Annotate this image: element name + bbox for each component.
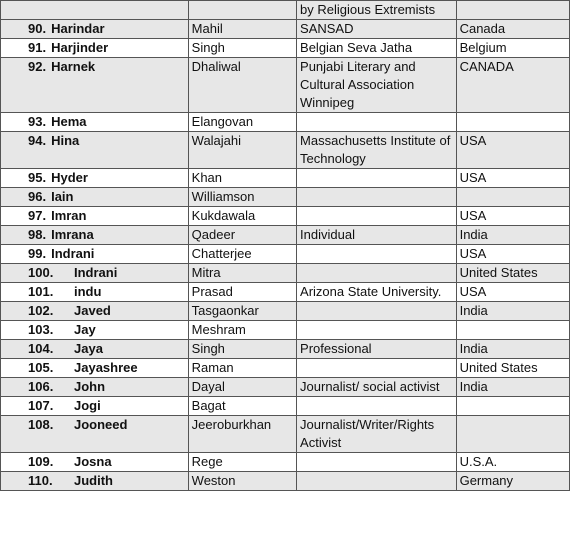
- cell-last-name: Bagat: [188, 397, 296, 416]
- table-row: [1, 113, 570, 132]
- cell-country: USA: [456, 169, 569, 188]
- cell-number-name: [1, 264, 189, 283]
- row-number: 98.: [28, 227, 47, 242]
- cell-last-name: Singh: [188, 340, 296, 359]
- cell-last-name: [188, 1, 296, 20]
- row-number: 103.: [28, 322, 54, 337]
- cell-number-name: [1, 207, 189, 226]
- cell-affiliation: Journalist/Writer/Rights Activist: [297, 416, 457, 453]
- cell-last-name: Singh: [188, 39, 296, 58]
- cell-last-name: Rege: [188, 453, 296, 472]
- cell-last-name: Dayal: [188, 378, 296, 397]
- first-name: Josna: [74, 454, 112, 469]
- table-row: [1, 169, 570, 188]
- table-row: [1, 302, 570, 321]
- row-number: 96.: [28, 189, 47, 204]
- cell-affiliation: SANSAD: [297, 20, 457, 39]
- cell-last-name: Mitra: [188, 264, 296, 283]
- first-name: Indrani: [74, 265, 118, 280]
- cell-number-name: [1, 132, 189, 169]
- cell-number-name: [1, 472, 189, 491]
- row-number: 91.: [28, 40, 47, 55]
- table-row: [1, 226, 570, 245]
- cell-number-name: [1, 302, 189, 321]
- cell-country: Belgium: [456, 39, 569, 58]
- cell-last-name: Qadeer: [188, 226, 296, 245]
- cell-country: India: [456, 340, 569, 359]
- cell-country: USA: [456, 207, 569, 226]
- cell-affiliation: [297, 113, 457, 132]
- table-row: [1, 1, 570, 20]
- cell-country: [456, 1, 569, 20]
- first-name: John: [74, 379, 106, 394]
- cell-country: USA: [456, 245, 569, 264]
- cell-country: [456, 397, 569, 416]
- first-name: Iain: [51, 189, 74, 204]
- row-number: 92.: [28, 59, 47, 74]
- cell-country: United States: [456, 359, 569, 378]
- table-row: [1, 453, 570, 472]
- cell-last-name: Prasad: [188, 283, 296, 302]
- row-number: 97.: [28, 208, 47, 223]
- table-row: [1, 416, 570, 453]
- table-body: [1, 1, 570, 491]
- row-number: 105.: [28, 360, 54, 375]
- cell-last-name: Meshram: [188, 321, 296, 340]
- cell-number-name: [1, 283, 189, 302]
- first-name: Judith: [74, 473, 113, 488]
- first-name: Hema: [51, 114, 87, 129]
- cell-country: Canada: [456, 20, 569, 39]
- cell-number-name: [1, 58, 189, 113]
- table-row: [1, 188, 570, 207]
- cell-country: [456, 113, 569, 132]
- table-row: [1, 397, 570, 416]
- cell-number-name: [1, 226, 189, 245]
- row-number: 94.: [28, 133, 47, 148]
- cell-number-name: [1, 453, 189, 472]
- cell-number-name: [1, 397, 189, 416]
- cell-country: [456, 416, 569, 453]
- first-name: Hina: [51, 133, 80, 148]
- first-name: indu: [74, 284, 102, 299]
- first-name: Imran: [51, 208, 87, 223]
- cell-number-name: [1, 39, 189, 58]
- cell-country: USA: [456, 283, 569, 302]
- table-row: [1, 321, 570, 340]
- first-name: Javed: [74, 303, 111, 318]
- cell-country: [456, 321, 569, 340]
- table-row: [1, 340, 570, 359]
- cell-country: India: [456, 226, 569, 245]
- cell-country: Germany: [456, 472, 569, 491]
- row-number: 99.: [28, 246, 47, 261]
- cell-affiliation: Individual: [297, 226, 457, 245]
- cell-last-name: Weston: [188, 472, 296, 491]
- row-number: 90.: [28, 21, 47, 36]
- cell-affiliation: [297, 359, 457, 378]
- cell-affiliation: [297, 472, 457, 491]
- cell-affiliation: [297, 188, 457, 207]
- cell-number-name: [1, 245, 189, 264]
- cell-country: [456, 188, 569, 207]
- first-name: Jogi: [74, 398, 101, 413]
- cell-last-name: Jeeroburkhan: [188, 416, 296, 453]
- cell-country: CANADA: [456, 58, 569, 113]
- cell-last-name: Walajahi: [188, 132, 296, 169]
- cell-number-name: [1, 1, 189, 20]
- cell-last-name: Tasgaonkar: [188, 302, 296, 321]
- cell-affiliation: [297, 321, 457, 340]
- cell-number-name: [1, 378, 189, 397]
- cell-affiliation: [297, 169, 457, 188]
- first-name: Jaya: [74, 341, 103, 356]
- cell-affiliation: by Religious Extremists: [297, 1, 457, 20]
- first-name: Harjinder: [51, 40, 109, 55]
- cell-last-name: Elangovan: [188, 113, 296, 132]
- cell-number-name: [1, 188, 189, 207]
- cell-country: India: [456, 378, 569, 397]
- table-row: [1, 245, 570, 264]
- cell-country: India: [456, 302, 569, 321]
- cell-affiliation: [297, 397, 457, 416]
- table-row: [1, 359, 570, 378]
- cell-number-name: [1, 113, 189, 132]
- row-number: 109.: [28, 454, 54, 469]
- cell-affiliation: [297, 302, 457, 321]
- cell-affiliation: Arizona State University.: [297, 283, 457, 302]
- table-row: [1, 472, 570, 491]
- cell-affiliation: Massachusetts Institute of Technology: [297, 132, 457, 169]
- table-row: [1, 264, 570, 283]
- table-row: [1, 58, 570, 113]
- cell-last-name: Khan: [188, 169, 296, 188]
- first-name: Indrani: [51, 246, 95, 261]
- table-row: [1, 132, 570, 169]
- row-number: 107.: [28, 398, 54, 413]
- cell-affiliation: [297, 245, 457, 264]
- row-number: 95.: [28, 170, 47, 185]
- row-number: 104.: [28, 341, 54, 356]
- cell-number-name: [1, 340, 189, 359]
- cell-last-name: Williamson: [188, 188, 296, 207]
- row-number: 110.: [28, 473, 53, 488]
- cell-affiliation: Punjabi Literary and Cultural Association Winnipeg: [297, 58, 457, 113]
- first-name: Jooneed: [74, 417, 128, 432]
- cell-number-name: [1, 416, 189, 453]
- row-number: 93.: [28, 114, 47, 129]
- cell-affiliation: [297, 264, 457, 283]
- first-name: Jayashree: [74, 360, 138, 375]
- cell-last-name: Mahil: [188, 20, 296, 39]
- table-row: [1, 207, 570, 226]
- cell-affiliation: [297, 207, 457, 226]
- first-name: Harnek: [51, 59, 96, 74]
- first-name: Imrana: [51, 227, 94, 242]
- cell-affiliation: Journalist/ social activist: [297, 378, 457, 397]
- cell-country: United States: [456, 264, 569, 283]
- cell-affiliation: [297, 453, 457, 472]
- cell-number-name: [1, 20, 189, 39]
- cell-last-name: Dhaliwal: [188, 58, 296, 113]
- row-number: 108.: [28, 417, 54, 432]
- table-row: [1, 39, 570, 58]
- first-name: Jay: [74, 322, 96, 337]
- cell-country: U.S.A.: [456, 453, 569, 472]
- cell-number-name: [1, 359, 189, 378]
- first-name: Hyder: [51, 170, 88, 185]
- table-row: [1, 283, 570, 302]
- cell-country: USA: [456, 132, 569, 169]
- first-name: Harindar: [51, 21, 105, 36]
- cell-affiliation: Belgian Seva Jatha: [297, 39, 457, 58]
- row-number: 101.: [28, 284, 54, 299]
- cell-number-name: [1, 321, 189, 340]
- cell-last-name: Kukdawala: [188, 207, 296, 226]
- table-row: [1, 378, 570, 397]
- cell-last-name: Raman: [188, 359, 296, 378]
- row-number: 100.: [28, 265, 54, 280]
- row-number: 102.: [28, 303, 54, 318]
- row-number: 106.: [28, 379, 54, 394]
- cell-number-name: [1, 169, 189, 188]
- table-row: [1, 20, 570, 39]
- cell-last-name: Chatterjee: [188, 245, 296, 264]
- cell-affiliation: Professional: [297, 340, 457, 359]
